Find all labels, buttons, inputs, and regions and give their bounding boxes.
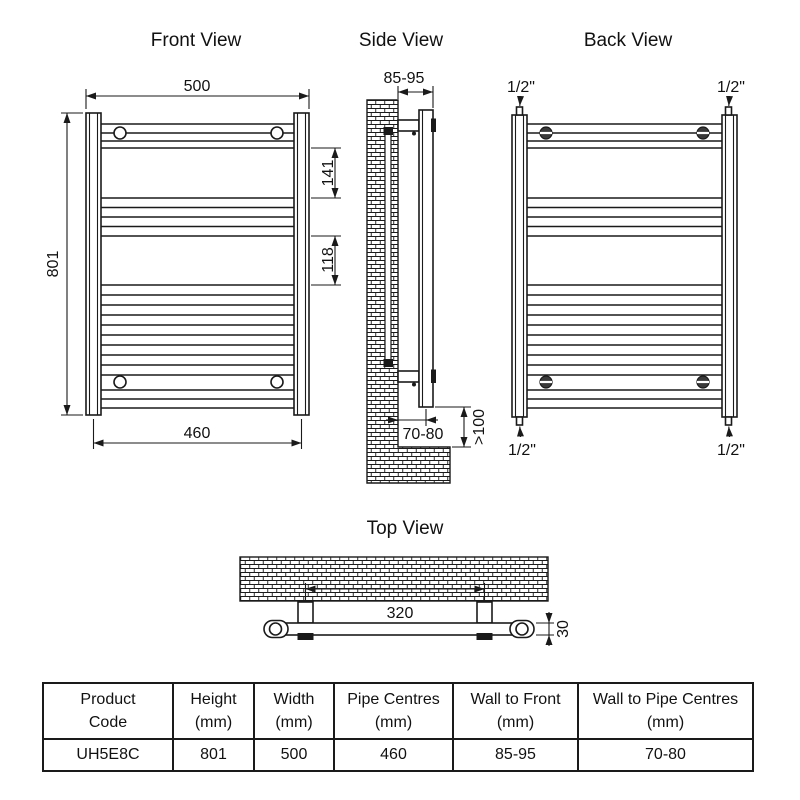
- header-pipe-centres: [334, 683, 453, 739]
- side-wall-to-front-dim-label: 85-95: [383, 70, 425, 87]
- side-pipe-drop: [385, 133, 391, 361]
- back-leader-bottom-left: [520, 427, 521, 438]
- back-connection-stub: [517, 107, 523, 115]
- cell-product-code: UH5E8C: [43, 739, 173, 771]
- side-top-bracket: [398, 120, 419, 131]
- front-view: [45, 30, 341, 449]
- top-view: [240, 518, 572, 646]
- mounting-bracket-circle: [271, 127, 283, 139]
- front-bars: [101, 124, 294, 408]
- header-line: Product: [80, 690, 136, 708]
- cell-wall-to-front: 85-95: [453, 739, 578, 771]
- cell-height: 801: [173, 739, 254, 771]
- header-line: Pipe Centres: [347, 690, 440, 708]
- header-line: Height: [190, 690, 237, 708]
- front-height-extension-lines: [61, 113, 83, 415]
- spec-table-header-row: [43, 683, 753, 739]
- header-line: (mm): [496, 714, 535, 731]
- cell-width: 500: [254, 739, 334, 771]
- side-wall-to-pipe-dim-label: 70-80: [402, 426, 444, 443]
- top-bracket-centres-dim-label: 320: [386, 605, 414, 622]
- back-connection-label-top-right: 1/2": [717, 79, 745, 96]
- side-pipe-elbow-bottom: [384, 359, 394, 367]
- mounting-bracket-circle: [114, 127, 126, 139]
- front-left-post: [86, 113, 101, 415]
- cell-wall-to-pipe-centres: 70-80: [578, 739, 753, 771]
- back-leader-top-right: [729, 96, 730, 106]
- header-line: Code: [88, 714, 128, 731]
- top-right-bracket-foot: [477, 633, 493, 640]
- top-depth-extension-lines: [536, 623, 554, 635]
- front-upper-gap-dim-label: 141: [320, 159, 337, 187]
- top-view-title: Top View: [366, 518, 444, 539]
- side-bottom-bracket-screw: [412, 383, 416, 387]
- top-right-pipe-end: [516, 623, 528, 635]
- front-height-dim-label: 801: [45, 250, 62, 278]
- top-wall: [240, 557, 548, 601]
- back-leader-top-left: [520, 96, 521, 106]
- header-line: (mm): [275, 714, 313, 731]
- header-line: (mm): [194, 714, 233, 731]
- back-connection-stub: [726, 107, 732, 115]
- cell-pipe-centres: 460: [334, 739, 453, 771]
- front-width-dim-label: 500: [183, 78, 211, 95]
- mounting-bracket-circle: [114, 376, 126, 388]
- back-view-title: Back View: [583, 30, 673, 51]
- header-line: (mm): [374, 714, 413, 731]
- back-leader-bottom-right: [729, 427, 730, 438]
- header-wall-to-front: [453, 683, 578, 739]
- header-height: [173, 683, 254, 739]
- header-product-code: [43, 683, 173, 739]
- back-left-post: [512, 115, 527, 417]
- side-clearance-dim-label: >100: [471, 408, 488, 446]
- side-top-bracket-screw: [412, 132, 416, 136]
- side-view: [359, 30, 488, 483]
- side-rail-profile: [419, 110, 433, 407]
- side-bottom-clamp: [431, 370, 436, 384]
- back-connection-stub: [726, 417, 732, 425]
- spec-table: [42, 682, 754, 772]
- top-left-bracket-foot: [298, 633, 314, 640]
- front-pipe-centres-dim-label: 460: [183, 425, 211, 442]
- side-view-title: Side View: [358, 30, 444, 51]
- back-bars: [527, 124, 722, 408]
- mounting-bracket-circle: [271, 376, 283, 388]
- header-width: [254, 683, 334, 739]
- top-right-bracket: [477, 602, 492, 623]
- side-pipe-elbow-top: [384, 127, 394, 135]
- header-wall-to-pipe-centres: [578, 683, 753, 739]
- spec-table-data-row: [43, 739, 753, 771]
- side-wall-to-pipe-extension-lines: [398, 409, 426, 426]
- back-right-post: [722, 115, 737, 417]
- side-bottom-bracket: [398, 371, 419, 382]
- back-connection-stub: [517, 417, 523, 425]
- front-right-post: [294, 113, 309, 415]
- back-connection-label-bottom-right: 1/2": [717, 442, 745, 459]
- back-connection-label-top-left: 1/2": [507, 79, 535, 96]
- side-wall-to-front-extension-lines: [398, 86, 433, 108]
- header-line: Wall to Front: [470, 690, 561, 708]
- header-line: Width: [273, 690, 315, 708]
- back-view: [507, 30, 745, 459]
- top-depth-dim-label: 30: [555, 620, 572, 638]
- top-left-pipe-end: [270, 623, 282, 635]
- front-view-title: Front View: [150, 30, 242, 51]
- back-wall-screws: [540, 127, 709, 388]
- header-line: Wall to Pipe Centres: [592, 690, 739, 708]
- back-connection-label-bottom-left: 1/2": [508, 442, 536, 459]
- front-lower-gap-dim-label: 118: [320, 247, 337, 273]
- top-left-bracket: [298, 602, 313, 623]
- header-line: (mm): [646, 714, 685, 731]
- side-top-clamp: [431, 119, 436, 133]
